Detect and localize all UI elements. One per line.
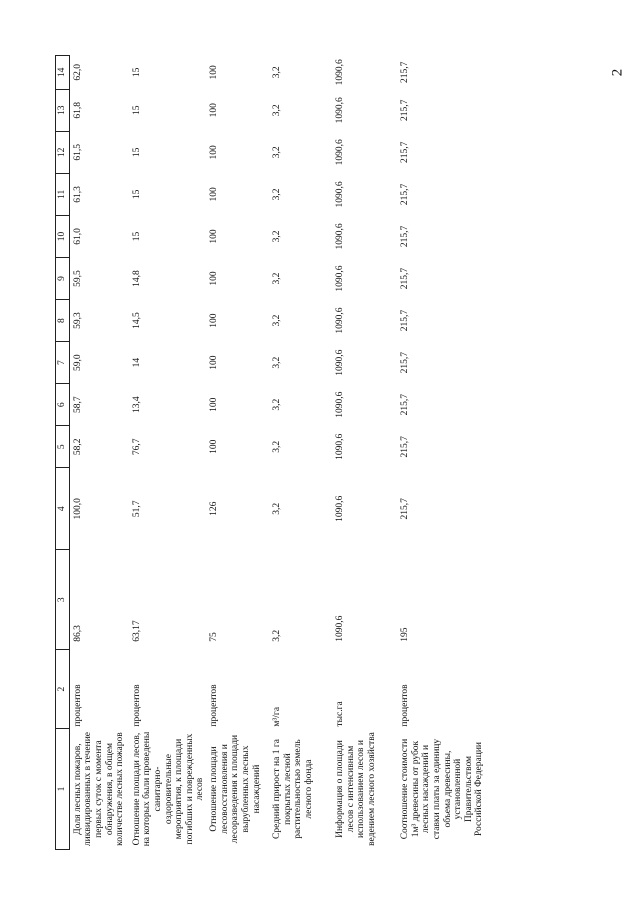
value-cell: 1090,6 [335,349,345,376]
value-cell: 215,7 [400,498,410,520]
value-cell: 1090,6 [335,265,345,292]
value-cell: 215,7 [400,99,410,121]
header-cell: 3 [56,550,70,650]
value-cell: 1090,6 [335,59,345,86]
value-cell: 3,2 [272,66,282,79]
value-cell: 215,7 [400,309,410,332]
header-row [56,56,70,850]
table-row [129,56,206,850]
value-cell: 13,4 [131,396,142,413]
value-cell: 3,2 [272,314,282,327]
value-cell: 100 [209,65,219,80]
header-cell: 14 [56,56,70,90]
value-cell: 100 [209,103,219,118]
value-cell: 14,8 [131,270,142,287]
value-cell: 86,3 [72,625,83,642]
value-cell: 1090,6 [335,615,345,642]
value-cell: 1090,6 [335,307,345,334]
header-cell: 2 [56,650,70,729]
unit-cell: процентов [131,684,142,727]
value-cell: 1090,6 [335,181,345,208]
value-cell: 215,7 [400,141,410,163]
table-row [332,56,397,850]
value-cell: 215,7 [400,394,410,416]
unit-cell: процентов [400,684,410,727]
table-row [69,56,129,850]
value-cell: 1090,6 [335,139,345,166]
value-cell: 100 [209,187,219,202]
value-cell: 100 [209,397,219,412]
indicator-cell: Отношение площади лесов, на которых были проведены санитарно-оздоровительные мероприятия, к площади погибших и поврежденных лесов [131,731,206,847]
value-cell: 59,3 [72,312,83,329]
value-cell: 3,2 [272,356,282,369]
value-cell: 1090,6 [335,391,345,418]
value-cell: 3,2 [272,104,282,117]
header-cell: 8 [56,300,70,342]
value-cell: 1090,6 [335,223,345,250]
value-cell: 1090,6 [335,433,345,460]
value-cell: 14 [131,357,142,368]
value-cell: 215,7 [400,225,410,248]
value-cell: 3,2 [272,502,282,515]
value-cell: 100 [209,229,219,244]
value-cell: 3,2 [272,440,282,453]
value-cell: 61,8 [72,101,83,119]
value-cell: 215,7 [400,436,410,458]
unit-cell: процентов [209,684,219,727]
rotated-table-container [55,55,543,850]
value-cell: 100 [209,313,219,328]
header-cell: 5 [56,426,70,468]
value-cell: 61,3 [72,186,83,203]
value-cell: 100,0 [72,498,83,520]
value-cell: 58,2 [72,438,83,456]
header-cell: 7 [56,342,70,384]
value-cell: 63,17 [131,620,142,642]
indicator-cell: Информация о площади лесов с интенсивным использованием лесов и ведением лесного хозяйства [335,732,377,846]
value-cell: 59,0 [72,354,83,371]
value-cell: 3,2 [272,188,282,201]
value-cell: 215,7 [400,267,410,290]
value-cell: 215,7 [400,183,410,206]
value-cell: 1090,6 [335,97,345,124]
indicator-cell: Отношение площади лесовосстановления и лесоразведения к площади вырубленных лесных насаждений [209,734,262,844]
value-cell: 62,0 [72,64,83,81]
value-cell: 100 [209,439,219,454]
value-cell: 15 [131,105,142,115]
header-cell: 6 [56,384,70,426]
indicators-table [55,55,508,850]
value-cell: 126 [209,501,219,516]
header-cell: 11 [56,173,70,215]
header-cell: 9 [56,257,70,299]
page-number: 2 [609,68,626,77]
value-cell: 3,2 [272,230,282,243]
value-cell: 15 [131,147,142,158]
value-cell: 1090,6 [335,495,345,522]
unit-cell: м³/га [272,706,282,727]
table-row [206,56,269,850]
value-cell: 15 [131,189,142,200]
table-row [269,56,332,850]
header-cell: 1 [56,729,70,850]
unit-cell: тыс.га [335,701,345,727]
value-cell: 76,7 [131,438,142,456]
value-cell: 215,7 [400,351,410,374]
value-cell: 61,5 [72,144,83,161]
value-cell: 3,2 [272,272,282,285]
indicator-cell: Доля лесных пожаров, ликвидированных в течение первых суток с момента обнаружения, в общем количестве лесных пожаров [72,732,126,847]
value-cell: 100 [209,271,219,286]
value-cell: 215,7 [400,61,410,84]
value-cell: 195 [400,627,410,642]
header-cell: 10 [56,215,70,257]
value-cell: 100 [209,355,219,370]
header-cell: 4 [56,468,70,550]
unit-cell: процентов [72,684,83,727]
value-cell: 3,2 [272,146,282,159]
value-cell: 59,5 [72,270,83,287]
value-cell: 3,2 [272,629,282,642]
header-cell: 12 [56,131,70,173]
value-cell: 51,7 [131,500,142,518]
value-cell: 58,7 [72,396,83,413]
indicator-cell: Соотношение стоимости 1м³ древесины от рубок лесных насаждений и ставки платы за единицу объема древесины, установленной Правительством Российской Федерации [400,738,485,840]
header-cell: 13 [56,89,70,131]
table-row [397,56,508,850]
value-cell: 100 [209,145,219,160]
indicator-cell: Средний прирост на 1 га покрытых лесной растительностью земель лесного фонда [272,739,314,840]
value-cell: 15 [131,231,142,242]
value-cell: 3,2 [272,398,282,411]
value-cell: 14,5 [131,312,142,329]
value-cell: 15 [131,67,142,78]
value-cell: 61,0 [72,228,83,245]
value-cell: 75 [209,632,219,642]
